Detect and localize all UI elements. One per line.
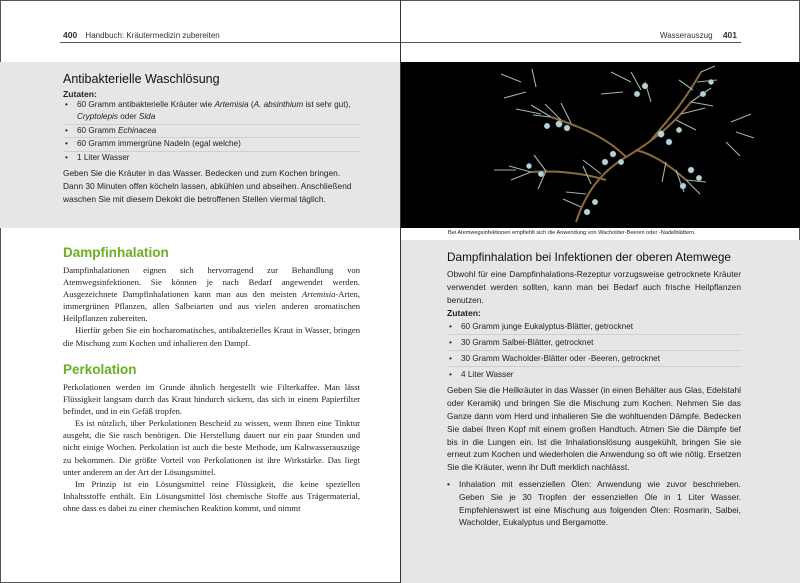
section-percolation <box>63 362 360 514</box>
list-item: • 60 Gramm immergrüne Nadeln (egal welche) <box>63 138 360 151</box>
right-running-header <box>660 30 737 40</box>
ingredient-list <box>447 319 741 382</box>
juniper-photo <box>401 62 800 228</box>
box-heading: Antibakterielle Waschlösung <box>63 72 220 86</box>
list-item: • 1 Liter Wasser <box>63 152 360 164</box>
box-heading: Dampfinhalation bei Infektionen der oberen Atemwege <box>447 250 731 264</box>
recipe-box-steam-inhalation <box>401 240 800 583</box>
left-header-rule <box>60 42 400 43</box>
section-steam-inhalation <box>63 245 360 349</box>
section-heading: Dampfinhalation <box>63 245 169 260</box>
paragraph: Im Prinzip ist ein Lösungsmittel reine Flüssigkeit, die keine speziellen Inhaltsstoffe enthält. Ein Lösungsmittel löst chemische Stoffe aus Trägermaterial, ohne dass es dabei zu einer chemischen Reaktion kommt, und nimmt <box>63 478 360 513</box>
paragraph: Hierfür geben Sie ein hocharomatisches, antibakterielles Kraut in Wasser, bringen die Mischung zum Kochen und inhalieren den Dampf. <box>63 325 360 348</box>
ingredients-label: Zutaten: <box>447 308 481 319</box>
right-page-number: 401 <box>722 30 737 40</box>
paragraph: Perkolationen werden im Grunde ähnlich hergestellt wie Filterkaffee. Man lässt Flüssigkeit langsam durch das Kraut hindurch sickern, das sich in einem Papierfilter befindet, und in ein Gefäß tropfen. <box>63 382 360 417</box>
list-item: • 60 Gramm Echinacea <box>63 125 360 138</box>
right-header-rule <box>401 42 741 43</box>
branch-stems <box>531 72 701 222</box>
photo-caption: Bei Atemwegsinfektionen empfiehlt sich die Anwendung von Wacholder-Beeren oder -Nadelblättern. <box>448 230 696 236</box>
right-header-title: Wasserauszug <box>659 31 713 40</box>
ingredient-list <box>63 99 360 164</box>
paragraph: Dampfinhalationen eignen sich hervorragend zur Behandlung von Atemwegsinfektionen. Sie können je nach Bedarf angewendet werden. Ausgezeichnete Dampfinhalationen kann man aus den meisten Artemisia-Arten, immergrünen Pflanzen, allen Salbeiarten und aus vielen anderen aromatischen Heilpflanzen zubereiten. <box>63 265 360 324</box>
juniper-branch-illustration <box>401 62 800 228</box>
list-item: • 60 Gramm junge Eukalyptus-Blätter, getrocknet <box>447 319 741 335</box>
oil-inhalation-note <box>447 478 741 529</box>
paragraph: Es ist nützlich, über Perkolationen Bescheid zu wissen, wenn Ihnen eine Tinktur ausgeht, die Sie rasch benötigen. Die Herstellung dauert nur ein paar Stunden und nicht einige Wochen. Perkolation ist auch die beste Methode, um Kaltwasserauszüge zu bekommen. Die größte Vorteil von Perkolationen ist ihre Wirkstärke. Das liegt unter anderem an der Art der Lösungsmittel. <box>63 418 360 477</box>
box-instructions: Geben Sie die Heilkräuter in das Wasser (in einen Behälter aus Glas, Edelstahl oder Keramik) und bringen Sie die Mischung zum Kochen. Nehmen Sie das Ganze dann vom Herd und inhalieren Sie die wohltuenden Dämpfe. Bedecken Sie dabei Ihren Kopf mit einem großen Handtuch. Atmen Sie die Dämpfe tief bis in die Lungen ein. Ist die Inhalationslösung ausgekühlt, bringen Sie sie erneut zum Kochen und wiederholen die Anwendung so oft wie nötig. Ersetzen Sie die Kräuter, wenn ihr Duft merklich nachlässt. <box>447 385 741 473</box>
section-body <box>63 381 360 514</box>
list-item: • 30 Gramm Salbei-Blätter, getrocknet <box>447 335 741 351</box>
bullet: • <box>447 478 450 489</box>
box-instructions: Geben Sie die Kräuter in das Wasser. Bedecken und zum Kochen bringen. Dann 30 Minuten offen köcheln lassen, abkühlen und abseihen. Anschließend waschen Sie mit diesem Dekokt die betroffenen Stellen viermal täglich. <box>63 167 352 204</box>
list-item: • 4 Liter Wasser <box>447 367 741 382</box>
needle-sprays <box>494 66 754 207</box>
note-text: Inhalation mit essenziellen Ölen: Anwendung wie zuvor beschrieben. Geben Sie je 30 Tropfen der essenziellen Öle in 1 Liter Wasser. Empfehlenswert ist eine Mischung aus folgenden Ölen: Rosmarin, Salbei, Wacholder, Eukalyptus und Bergamotte. <box>459 478 741 528</box>
left-header-title: Handbuch: Kräutermedizin zubereiten <box>85 31 220 40</box>
list-item: • 30 Gramm Wacholder-Blätter oder -Beeren, getrocknet <box>447 351 741 367</box>
left-page-number: 400 <box>63 30 78 40</box>
box-intro: Obwohl für eine Dampfinhalations-Rezeptur vorzugsweise getrocknete Kräuter verwendet werden sollten, kann man bei Bedarf auch frische Heilpflanzen benutzen. <box>447 269 741 305</box>
left-running-header <box>63 30 220 40</box>
recipe-box-washing-solution <box>0 62 400 228</box>
juniper-berries <box>526 79 713 215</box>
list-item: • 60 Gramm antibakterielle Kräuter wie Artemisia (A. absinthium ist sehr gut), Cryptolepis oder Sida <box>63 99 360 125</box>
section-heading: Perkolation <box>63 362 137 377</box>
section-body <box>63 264 360 349</box>
ingredients-label: Zutaten: <box>63 89 97 99</box>
